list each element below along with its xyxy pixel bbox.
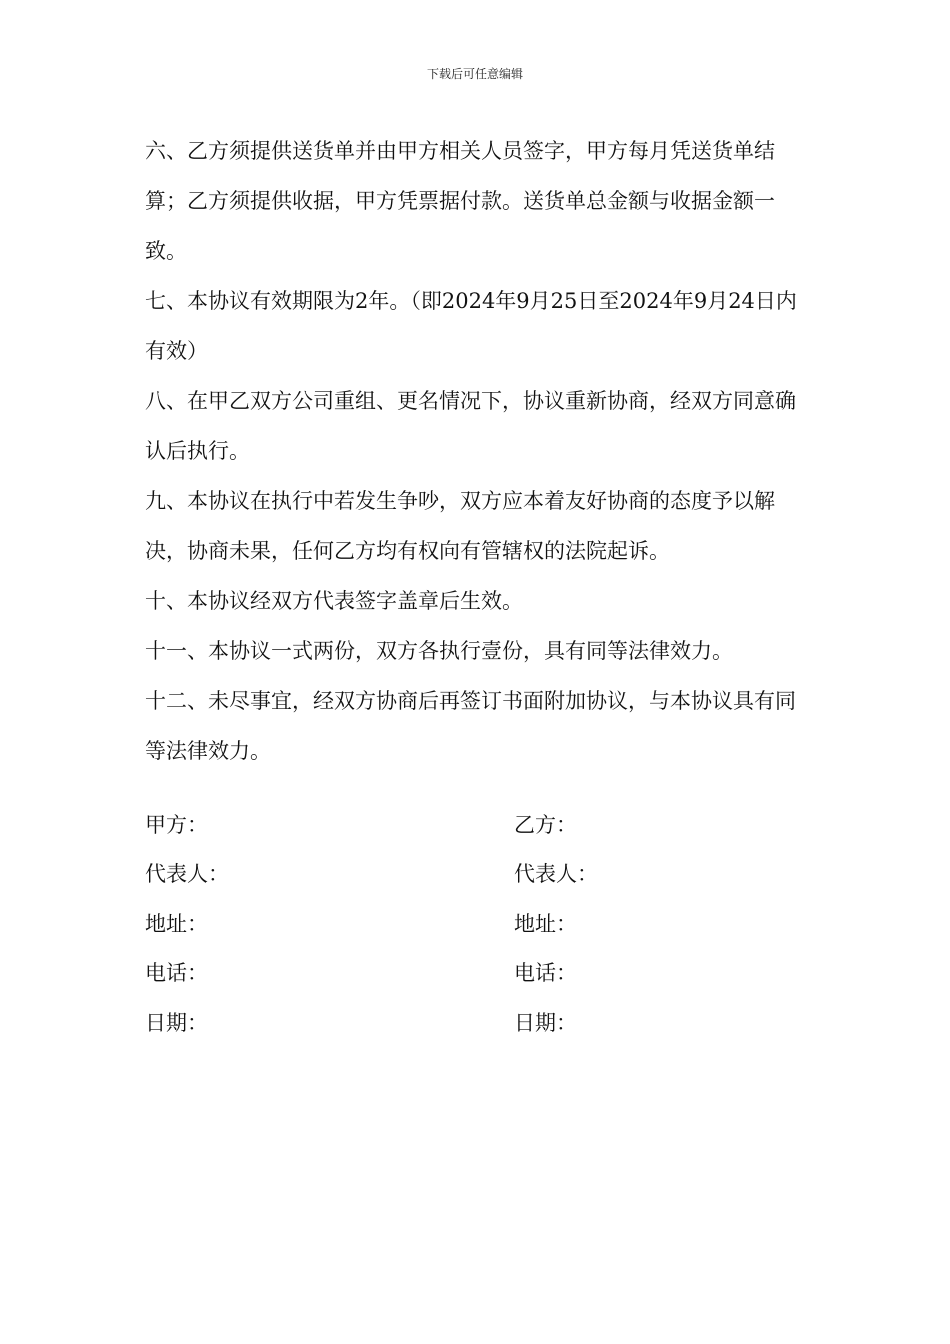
party-a-phone-label: 电话： xyxy=(145,961,208,986)
party-a-address-label: 地址： xyxy=(145,911,208,936)
clause-9: 九、本协议在执行中若发生争吵，双方应本着友好协商的态度予以解决，协商未果，任何乙方均有权向有管辖权的法院起诉。 xyxy=(145,489,775,563)
party-a-representative-label: 代表人： xyxy=(145,862,229,887)
signature-row-date xyxy=(145,998,805,1047)
party-a-date-label: 日期： xyxy=(145,1010,208,1035)
party-b-date-label: 日期： xyxy=(514,1010,577,1035)
party-b-phone-label: 电话： xyxy=(514,961,577,986)
party-b-label: 乙方： xyxy=(514,813,577,837)
party-a-label: 甲方： xyxy=(145,813,208,837)
signature-row-address xyxy=(145,899,805,948)
clause-10: 十、本协议经双方代表签字盖章后生效。 xyxy=(145,589,523,613)
signature-block xyxy=(145,800,805,1047)
signature-row-phone xyxy=(145,948,805,997)
clause-11: 十一、本协议一式两份，双方各执行壹份，具有同等法律效力。 xyxy=(145,639,733,663)
party-b-address-label: 地址： xyxy=(514,911,577,936)
signature-row-party xyxy=(145,800,805,849)
page-header-note: 下载后可任意编辑 xyxy=(426,67,523,81)
party-b-representative-label: 代表人： xyxy=(514,862,598,887)
signature-row-representative xyxy=(145,849,805,898)
clause-12: 十二、未尽事宜，经双方协商后再签订书面附加协议，与本协议具有同等法律效力。 xyxy=(145,689,796,763)
agreement-clauses xyxy=(145,126,805,776)
clause-8: 八、在甲乙双方公司重组、更名情况下，协议重新协商，经双方同意确认后执行。 xyxy=(145,389,796,463)
clause-7: 七、本协议有效期限为2年。（即2024年9月25日至2024年9月24日内有效） xyxy=(145,289,797,363)
clause-6: 六、乙方须提供送货单并由甲方相关人员签字，甲方每月凭送货单结算；乙方须提供收据，甲方凭票据付款。送货单总金额与收据金额一致。 xyxy=(145,139,775,263)
